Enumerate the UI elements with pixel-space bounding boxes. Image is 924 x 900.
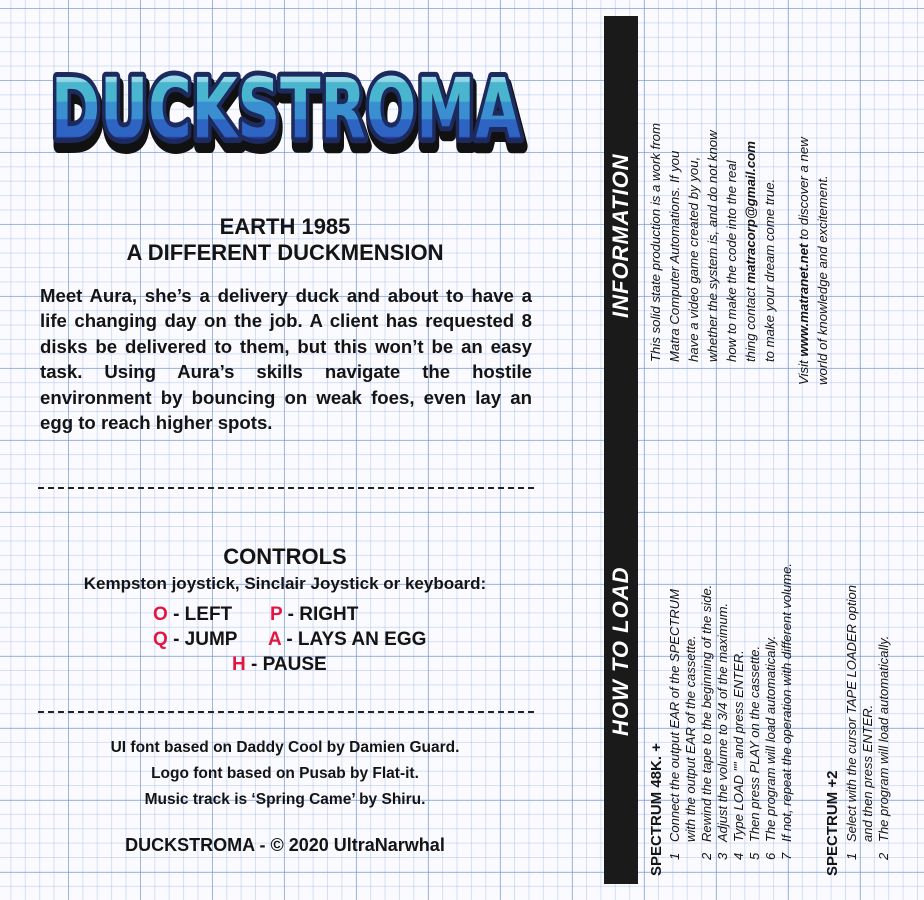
step-text: If not, repeat the operation with different volume. — [779, 563, 794, 842]
info-line-4: whether the system is, and do not know — [705, 130, 720, 362]
step-number: 2 — [699, 852, 714, 860]
step-number: 3 — [715, 852, 730, 860]
step-number: 6 — [763, 852, 778, 860]
information-title: INFORMATION — [608, 153, 633, 318]
duckstroma-logo — [40, 38, 532, 168]
controls-title: CONTROLS — [223, 544, 347, 569]
info-contact: thing contact — [743, 287, 758, 362]
credit-logo-font: Logo font based on Pusab by Flat-it. — [151, 765, 419, 782]
controls-subtitle: Kempston joystick, Sinclair Joystick or keyboard: — [83, 574, 487, 593]
divider — [38, 487, 534, 489]
key-row-left — [153, 604, 232, 626]
step-number: 4 — [731, 852, 746, 860]
info-discover: to discover a new — [796, 137, 811, 240]
key-p-action: - RIGHT — [287, 604, 359, 625]
spectrum2-title: SPECTRUM +2 — [824, 770, 841, 876]
key-o-action: - LEFT — [173, 604, 233, 625]
step-number: 1 — [844, 852, 859, 860]
step-text: Adjust the volume to 3/4 of the maximum. — [715, 602, 730, 842]
step-text: Rewind the tape to the beginning of the side. — [699, 584, 714, 842]
spectrum48-title: SPECTRUM 48K. + — [648, 743, 665, 876]
info-website: www.matranet.net — [796, 243, 811, 357]
step-number: 1 — [667, 852, 682, 860]
step-text: Type LOAD "" and press ENTER. — [731, 650, 746, 842]
credit-music: Music track is ‘Spring Came’ by Shiru. — [144, 791, 426, 808]
step-text: Then press PLAY on the cassette. — [747, 645, 762, 842]
info-line-1: This solid state production is a work from — [648, 123, 663, 362]
logo-shadow: DUCKSTROMA — [53, 68, 523, 166]
info-email: matracorp@gmail.com — [743, 140, 758, 284]
credit-ui-font: UI font based on Daddy Cool by Damien Guard. — [110, 739, 460, 756]
step-text: The program will load automatically. — [763, 635, 778, 842]
info-line-6 — [742, 141, 760, 362]
divider — [38, 711, 534, 713]
story-text: Meet Aura, she’s a delivery duck and about to have a life changing day on the job. A client has requested 8 disks be delivered to them, but this won’t be an easy task. Using Aura’s skills navigate the hostile environment by bouncing on weak foes, even lay an egg to reach higher spots. — [40, 285, 532, 434]
key-q-action: - JUMP — [173, 629, 238, 650]
logo-text: DUCKSTROMA — [51, 60, 521, 158]
subtitle-line-1: EARTH 1985 — [219, 214, 351, 239]
step-text: with the output EAR of the cassette. — [683, 635, 698, 842]
key-p: P — [270, 604, 283, 625]
key-row-egg — [268, 629, 426, 651]
key-a-action: - LAYS AN EGG — [286, 629, 427, 650]
logo-outline: DUCKSTROMA — [51, 60, 521, 158]
copyright: DUCKSTROMA - © 2020 UltraNarwhal — [125, 835, 445, 855]
key-h-action: - PAUSE — [251, 654, 327, 675]
step-number: 5 — [747, 852, 762, 860]
info-line-2: Matra Computer Automations. If you — [667, 150, 682, 362]
how-to-load-title: HOW TO LOAD — [608, 566, 633, 736]
key-row-pause — [232, 654, 327, 676]
info-line-5: how to make the code into the real — [724, 160, 739, 362]
credits-block — [30, 735, 540, 813]
step-text: The program will load automatically. — [876, 635, 891, 842]
info-line-7: to make your dream come true. — [762, 178, 777, 362]
step-text: Connect the output EAR of the SPECTRUM — [667, 589, 682, 842]
step-number: 7 — [779, 852, 794, 860]
key-row-right — [270, 604, 358, 626]
info-visit: Visit — [796, 360, 811, 385]
subtitle-line-2: A DIFFERENT DUCKMENSION — [126, 240, 444, 265]
key-a: A — [268, 629, 282, 650]
subtitle-block — [30, 214, 540, 266]
key-row-jump — [153, 629, 237, 651]
key-o: O — [153, 604, 168, 625]
key-h: H — [232, 654, 246, 675]
key-q: Q — [153, 629, 168, 650]
side-bar — [604, 16, 638, 884]
step-text: Select with the cursor TAPE LOADER option — [844, 585, 859, 842]
step-number: 2 — [876, 852, 891, 860]
info-line-8 — [795, 137, 813, 385]
info-line-9: world of knowledge and excitement. — [815, 175, 830, 385]
info-line-3: have a video game created by you, — [686, 156, 701, 362]
step-text: and then press ENTER. — [860, 704, 875, 842]
